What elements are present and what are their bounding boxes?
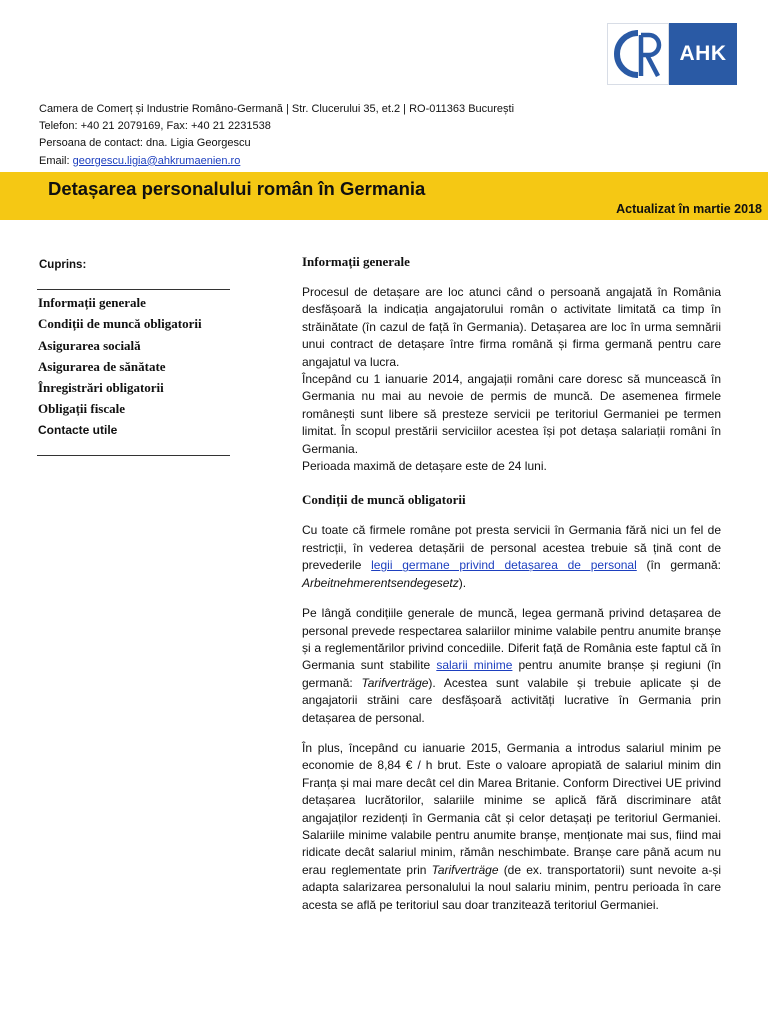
- update-date: Actualizat în martie 2018: [616, 202, 762, 216]
- main-content: [302, 254, 721, 914]
- email-link[interactable]: georgescu.ligia@ahkrumaenien.ro: [72, 154, 241, 167]
- document-title: Detașarea personalului român în Germania: [48, 178, 426, 199]
- link-legea-detasarii[interactable]: legii germane privind detașarea de personal: [371, 558, 637, 573]
- text-run: Cu toate că firmele române pot presta servicii în Germania fără nici un fel de restricții, în vederea detașării de personal acestea trebuie să țină cont de prevederile: [302, 523, 721, 573]
- ahk-logo: [607, 23, 737, 85]
- contact-block: [39, 101, 514, 170]
- toc-item-obligatii-fiscale[interactable]: Obligații fiscale: [38, 401, 126, 417]
- contact-person-line: Persoana de contact: dna. Ligia Georgescu: [39, 137, 251, 150]
- section-heading-informatii-generale: Informații generale: [302, 254, 410, 269]
- toc-item-asigurarea-sociala[interactable]: Asigurarea socială: [38, 337, 141, 353]
- paragraph: [302, 522, 721, 592]
- italic-term: Tarifverträge: [361, 675, 429, 690]
- section-heading-conditii-de-munca: Condiții de muncă obligatorii: [302, 492, 466, 508]
- email-line: [39, 153, 514, 170]
- address-line: Camera de Comerț și Industrie Româno-Germană | Str. Clucerului 35, et.2 | RO-011363 București: [39, 103, 515, 115]
- toc-item-conditii-de-munca[interactable]: Condiții de muncă obligatorii: [38, 316, 202, 332]
- paragraph: [302, 740, 721, 914]
- phone-fax-line: Telefon: +40 21 2079169, Fax: +40 21 2231538: [39, 120, 271, 133]
- paragraph: [302, 605, 721, 727]
- text-run: ). Acestea sunt valabile și trebuie aplicate și de angajatorii străini care desfășoară activități lucrative în Germania prin detașarea de personal.: [302, 675, 721, 725]
- paragraph: Procesul de detașare are loc atunci când o persoană angajată în România desfășoară la indicația angajatorului român o activitate limitată ca timp în străinătate (în cazul de față în Germania). Detașarea are loc în urma semnării unui contract de detașare între firma română și firma germană pentru care angajatul va lucra.: [302, 285, 721, 369]
- italic-term: Tarifverträge: [431, 862, 499, 877]
- text-run: pentru anumite branșe și regiuni (în germană:: [302, 658, 722, 690]
- toc-item-informatii-generale[interactable]: Informații generale: [38, 295, 146, 310]
- toc-divider-bottom: [37, 455, 230, 456]
- ahk-logo-text: AHK: [669, 23, 737, 85]
- paragraph: Perioada maximă de detașare este de 24 luni.: [302, 459, 547, 474]
- toc-divider-top: [37, 289, 230, 290]
- email-label: Email:: [39, 154, 73, 167]
- toc-item-asigurarea-de-sanatate[interactable]: Asigurarea de sănătate: [38, 358, 166, 374]
- paragraph: Începând cu 1 ianuarie 2014, angajații români care doresc să muncească în Germania nu mai au nevoie de permis de muncă. De asemenea firmele românești sunt libere să presteze servicii pe teritoriul Germaniei pe termen limitat. În scopul prestării serviciilor acestea își pot detașa salariații români în Germania.: [302, 372, 721, 456]
- text-run: În plus, începând cu ianuarie 2015, Germania a introdus salariul minim pe economie de 8,84 € / h brut. Este o valoare apropiată de salariul minim din Franța și mai mare decât cel din Marea Britanie. Conform Directivei UE privind detașarea lucrătorilor, salariile minime se aplică fără discriminare atât angajaților rezidenți în Germania cât și celor detașați pe teritoriul Germaniei. Salariile minime valabile pentru anumite branșe, menționate mai sus, fiind mai ridicate decât salariul minim, rămân neschimbate. Branșe care până acum nu erau reglementate prin: [302, 740, 721, 877]
- cr-logo-icon: [608, 24, 668, 84]
- text-run: ).: [458, 575, 467, 590]
- toc-label: Cuprins:: [39, 259, 87, 271]
- text-run: Pe lângă condițiile generale de muncă, legea germană privind detașarea de personal prevede respectarea salariilor minime valabile pentru anumite branșe și a reglementărilor privind concediile. Diferit față de România este faptul că în Germania sunt stabilite: [302, 606, 721, 673]
- table-of-contents: [38, 292, 202, 441]
- italic-term: Arbeitnehmerentsendegesetz: [302, 575, 459, 590]
- text-run: (de ex. transportatorii) sunt nevoite a-și adapta salarizarea personalului la noul salariu minim, pentru perioada în care acesta se află pe teritoriul sau doar tranzitează teritoriul Germaniei.: [302, 862, 721, 912]
- text-run: (în germană:: [636, 558, 722, 573]
- title-banner: [0, 172, 768, 220]
- link-salarii-minime[interactable]: salarii minime: [436, 658, 513, 673]
- toc-item-inregistrari-obligatorii[interactable]: Înregistrări obligatorii: [38, 380, 164, 396]
- cr-logo-mark: [607, 23, 669, 85]
- toc-item-contacte-utile[interactable]: Contacte utile: [38, 422, 118, 437]
